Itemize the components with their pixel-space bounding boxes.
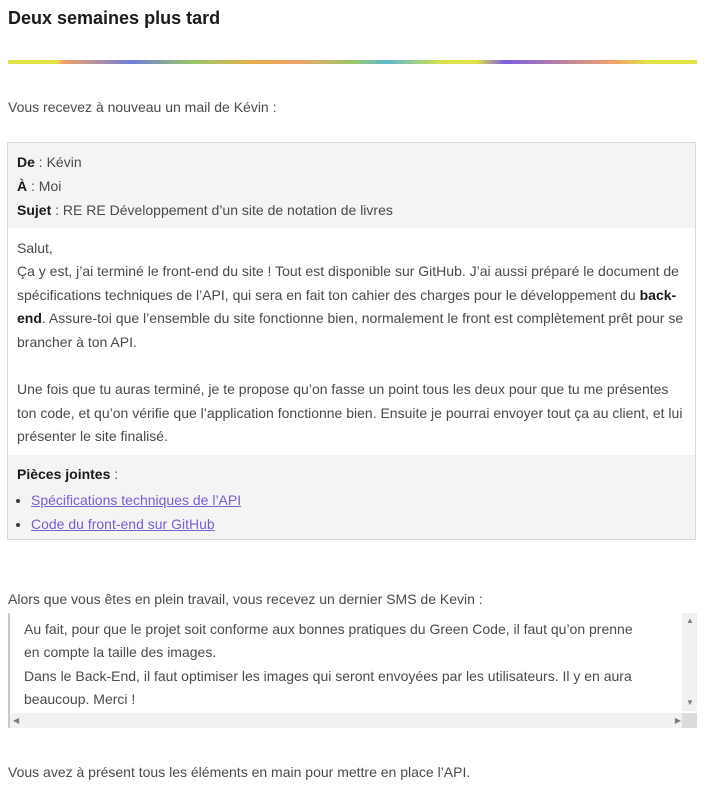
subject-label: Sujet xyxy=(17,202,52,218)
section-title: Deux semaines plus tard xyxy=(8,8,221,28)
outro-text: Vous avez à présent tous les éléments en main pour mettre en place l’API. xyxy=(8,764,471,780)
email-paragraph-1: Ça y est, j’ai terminé le front-end du site ! Tout est disponible sur GitHub. J’ai aussi préparé le document de spécifications techniques de l’API, qui sera en fait ton cahier des charges pour le développement du back-end. Assure-toi que l’ensemble du site fonctionne bien, normalement le front est complètement prêt pour se brancher à ton API. xyxy=(17,263,684,350)
scrollbar-corner xyxy=(682,713,697,728)
api-specs-link[interactable]: Spécifications techniques de l’API xyxy=(31,492,242,508)
sms-line: Au fait, pour que le projet soit conforme aux bonnes pratiques du Green Code, il faut qu’on prenne xyxy=(24,621,633,637)
email-subject: Sujet : RE RE Développement d’un site de notation de livres xyxy=(17,202,393,218)
sms-message xyxy=(24,618,684,711)
email-card xyxy=(7,142,696,540)
github-frontend-link[interactable]: Code du front-end sur GitHub xyxy=(31,515,215,532)
from-value: Kévin xyxy=(46,154,82,170)
vertical-scrollbar[interactable] xyxy=(682,613,697,711)
sms-intro-text: Alors que vous êtes en plein travail, vous recevez un dernier SMS de Kevin : xyxy=(8,591,483,607)
attachments-list xyxy=(8,489,241,536)
sms-line: beaucoup. Merci ! xyxy=(24,690,136,707)
email-paragraph-2: Une fois que tu auras terminé, je te propose qu’on fasse un point tous les deux pour que tu me présentes ton code, et qu’on vérifie que l’application fonctionne bien. Ensuite je pourrai envoyer tout ça au client, et lui présenter le site finalisé. xyxy=(17,381,683,445)
email-body xyxy=(8,228,695,455)
email-greeting: Salut, xyxy=(17,240,53,256)
decorative-divider xyxy=(8,60,697,64)
back-end-emphasis: back-end xyxy=(17,286,677,327)
list-item xyxy=(31,513,241,537)
sms-line: Dans le Back-End, il faut optimiser les images qui seront envoyées par les utilisateurs. Il y en aura xyxy=(24,667,632,684)
email-to: À : Moi xyxy=(17,178,62,194)
email-from: De : Kévin xyxy=(17,154,82,170)
to-value: Moi xyxy=(38,178,62,194)
to-label: À xyxy=(17,178,28,194)
sms-quote-box[interactable] xyxy=(8,613,697,728)
attachments-heading: Pièces jointes : xyxy=(17,466,119,482)
intro-text: Vous recevez à nouveau un mail de Kévin : xyxy=(8,99,277,115)
scroll-right-icon[interactable]: ▶ xyxy=(674,716,681,725)
scroll-up-icon[interactable]: ▲ xyxy=(686,616,694,625)
scroll-left-icon[interactable]: ◀ xyxy=(13,716,20,725)
subject-value: RE RE Développement d’un site de notation de livres xyxy=(62,202,393,218)
horizontal-scrollbar[interactable] xyxy=(10,713,684,728)
from-label: De xyxy=(17,154,35,170)
scroll-down-icon[interactable]: ▼ xyxy=(686,698,694,707)
sms-line: en compte la taille des images. xyxy=(24,644,217,661)
list-item xyxy=(31,489,241,513)
